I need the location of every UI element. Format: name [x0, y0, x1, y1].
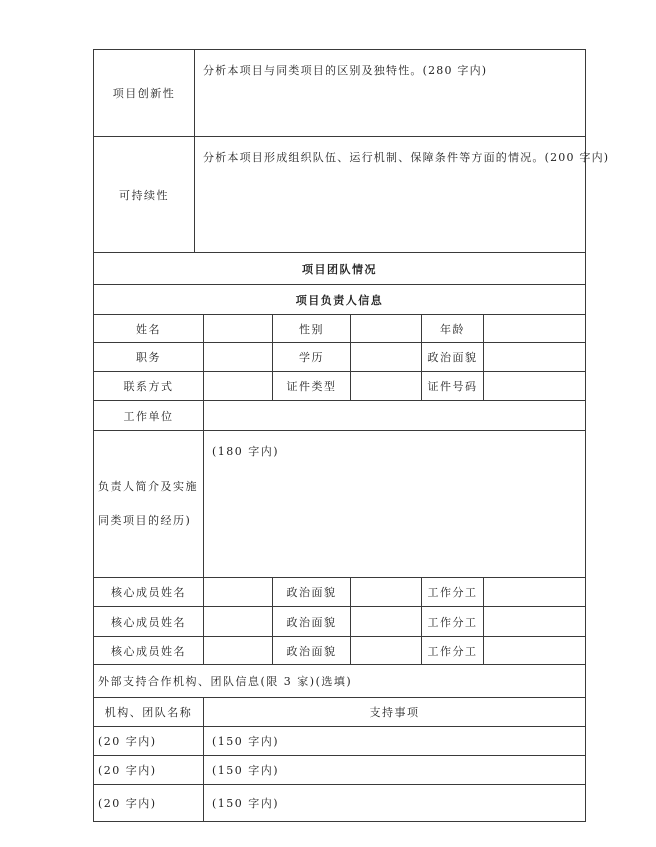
- external-col-name-header: 机构、团队名称: [94, 698, 204, 727]
- id-number-label: 证件号码: [422, 372, 484, 401]
- bio-label: [94, 431, 204, 578]
- core-member-name-label: 核心成员姓名: [94, 607, 204, 637]
- leader-title-row: [94, 285, 586, 315]
- core-member-political-field[interactable]: [351, 578, 422, 607]
- team-table: [93, 252, 586, 822]
- core-member-name-field[interactable]: [204, 637, 273, 665]
- external-row: [94, 727, 586, 756]
- external-header-row: [94, 698, 586, 727]
- bio-label-line-1: 负责人简介及实施: [98, 480, 198, 493]
- core-member-political-label: 政治面貌: [273, 637, 351, 665]
- core-member-name-label: 核心成员姓名: [94, 578, 204, 607]
- external-row: [94, 756, 586, 785]
- core-member-name-label: 核心成员姓名: [94, 637, 204, 665]
- core-member-role-field[interactable]: [484, 578, 586, 607]
- gender-label: 性别: [273, 315, 351, 343]
- core-member-political-label: 政治面貌: [273, 607, 351, 637]
- project-form: [93, 49, 610, 822]
- political-status-field[interactable]: [484, 343, 586, 372]
- external-col-support-header: 支持事项: [204, 698, 586, 727]
- leader-row-3: [94, 372, 586, 401]
- work-unit-row: [94, 401, 586, 431]
- sustainability-label: 可持续性: [94, 137, 195, 253]
- name-label: 姓名: [94, 315, 204, 343]
- position-field[interactable]: [204, 343, 273, 372]
- core-member-role-label: 工作分工: [422, 637, 484, 665]
- bio-input[interactable]: (180 字内): [204, 431, 586, 578]
- external-title-row: [94, 665, 586, 698]
- external-section-title: 外部支持合作机构、团队信息(限 3 家)(选填): [94, 665, 586, 698]
- sustainability-row: [94, 137, 586, 253]
- political-status-label: 政治面貌: [422, 343, 484, 372]
- core-member-role-label: 工作分工: [422, 578, 484, 607]
- external-support-field[interactable]: (150 字内): [204, 785, 586, 822]
- bio-label-line-2: 同类项目的经历): [98, 514, 192, 527]
- core-member-role-label: 工作分工: [422, 607, 484, 637]
- innovation-input[interactable]: 分析本项目与同类项目的区别及独特性。(280 字内): [195, 50, 586, 137]
- innovation-label: 项目创新性: [94, 50, 195, 137]
- team-title-row: [94, 253, 586, 285]
- bio-row: [94, 431, 586, 578]
- core-member-role-field[interactable]: [484, 607, 586, 637]
- core-member-row: [94, 578, 586, 607]
- core-member-political-label: 政治面貌: [273, 578, 351, 607]
- id-number-field[interactable]: [484, 372, 586, 401]
- core-member-name-field[interactable]: [204, 578, 273, 607]
- core-member-row: [94, 637, 586, 665]
- external-support-field[interactable]: (150 字内): [204, 756, 586, 785]
- innovation-row: [94, 50, 586, 137]
- sustainability-input[interactable]: 分析本项目形成组织队伍、运行机制、保障条件等方面的情况。(200 字内): [195, 137, 586, 253]
- team-section-title: 项目团队情况: [94, 253, 586, 285]
- core-member-name-field[interactable]: [204, 607, 273, 637]
- contact-label: 联系方式: [94, 372, 204, 401]
- leader-row-2: [94, 343, 586, 372]
- project-description-table: [93, 49, 610, 253]
- leader-row-1: [94, 315, 586, 343]
- id-type-field[interactable]: [351, 372, 422, 401]
- education-label: 学历: [273, 343, 351, 372]
- education-field[interactable]: [351, 343, 422, 372]
- contact-field[interactable]: [204, 372, 273, 401]
- work-unit-label: 工作单位: [94, 401, 204, 431]
- age-label: 年龄: [422, 315, 484, 343]
- external-org-name-field[interactable]: (20 字内): [94, 727, 204, 756]
- external-org-name-field[interactable]: (20 字内): [94, 756, 204, 785]
- core-member-political-field[interactable]: [351, 637, 422, 665]
- position-label: 职务: [94, 343, 204, 372]
- external-row: [94, 785, 586, 822]
- core-member-political-field[interactable]: [351, 607, 422, 637]
- core-member-row: [94, 607, 586, 637]
- leader-section-title: 项目负责人信息: [94, 285, 586, 315]
- age-field[interactable]: [484, 315, 586, 343]
- external-org-name-field[interactable]: (20 字内): [94, 785, 204, 822]
- work-unit-field[interactable]: [204, 401, 586, 431]
- external-support-field[interactable]: (150 字内): [204, 727, 586, 756]
- gender-field[interactable]: [351, 315, 422, 343]
- name-field[interactable]: [204, 315, 273, 343]
- core-member-role-field[interactable]: [484, 637, 586, 665]
- id-type-label: 证件类型: [273, 372, 351, 401]
